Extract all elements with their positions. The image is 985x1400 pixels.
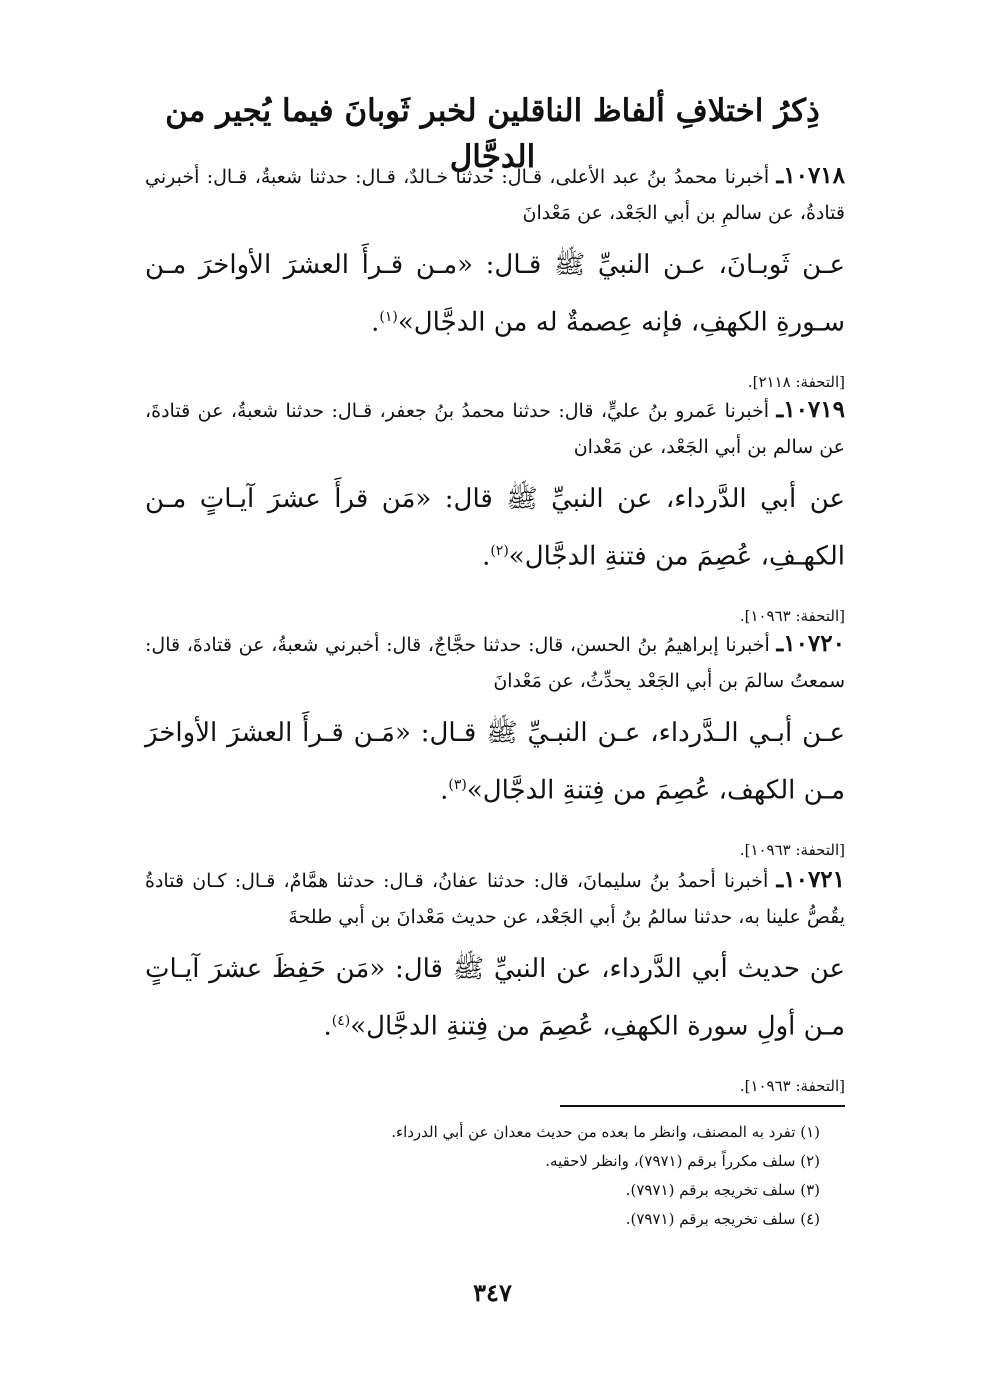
footnote-marker: (٤) bbox=[331, 1013, 351, 1029]
footnote: (٣) سلف تخريجه برقم (٧٩٧١). bbox=[625, 1181, 820, 1199]
footnote-separator bbox=[560, 1105, 845, 1107]
isnad-text: أخبرنا محمدُ بنُ عبد الأعلى، قـال: حدثنا خـالدٌ، قـال: حدثنا شعبةُ، قـال: أخبرني قتادةُ، عن سالمِ بن أبي الجَعْد، عن مَعْدانَ bbox=[145, 166, 845, 224]
hadith-matn: عـن أبـي الـدَّرداء، عـن النبـيِّ ﷺ قـال: «مَـن قـرأَ العشرَ الأواخرَ مـن الكهف، عُصِمَ من فِتنةِ الدجَّال»$^{(٣)}$. bbox=[145, 718, 845, 806]
footnote: (٤) سلف تخريجه برقم (٧٩٧١). bbox=[625, 1210, 820, 1228]
matn-text: عن أبي الدَّرداء، عن النبيِّ ﷺ قال: «مَن قرأَ عشرَ آيـاتٍ مـن الكهـفِ، عُصِمَ من فتنةِ الدجَّال» bbox=[145, 484, 845, 572]
hadith-number: ١٠٧٢١ـ bbox=[776, 866, 846, 893]
hadith-entry bbox=[145, 626, 845, 861]
hadith-isnad bbox=[145, 626, 845, 699]
hadith-matn: عن أبي الدَّرداء، عن النبيِّ ﷺ قال: «مَن قرأَ عشرَ آيـاتٍ مـن الكهـفِ، عُصِمَ من فتنةِ الدجَّال»$^{(٢)}$. bbox=[145, 484, 845, 572]
isnad-text: أخبرنا إبراهيمُ بنُ الحسن، قال: حدثنا حجَّاجٌ، قال: أخبرني شعبةُ، عن قتادةَ، قال: سمعتُ سالمَ بن أبي الجَعْد يحدِّثُ، عن مَعْدانَ bbox=[145, 634, 845, 692]
hadith-isnad bbox=[145, 862, 845, 935]
footnote-marker: (٣) bbox=[448, 777, 467, 793]
tuhfa-reference: [التحفة: ١٠٩٦٣]. bbox=[739, 606, 845, 625]
matn-text: عـن ثَوبـانَ، عـن النبيِّ ﷺ قـال: «مـن قـرأَ العشرَ الأواخرَ مـن سـورةِ الكهفِ، فإنه عِصمةٌ له من الدجَّال» bbox=[145, 250, 845, 338]
tuhfa-reference: [التحفة: ١٠٩٦٣]. bbox=[739, 1076, 845, 1095]
matn-text: عـن أبـي الـدَّرداء، عـن النبـيِّ ﷺ قـال: «مَـن قـرأَ العشرَ الأواخرَ مـن الكهف، عُصِمَ من فِتنةِ الدجَّال» bbox=[145, 718, 845, 806]
page-number: ٣٤٧ bbox=[473, 1278, 512, 1307]
hadith-matn: عـن ثَوبـانَ، عـن النبيِّ ﷺ قـال: «مـن قـرأَ العشرَ الأواخرَ مـن سـورةِ الكهفِ، فإنه عِصمةٌ له من الدجَّال»$^{(١)}$. bbox=[145, 250, 845, 338]
hadith-number: ١٠٧٢٠ـ bbox=[776, 630, 845, 657]
hadith-matn: عن حديث أبي الدَّرداء، عن النبيِّ ﷺ قال: «مَن حَفِظَ عشرَ آيـاتٍ مـن أولِ سورة الكهفِ، عُصِمَ من فِتنةِ الدجَّال»$^{(٤)}$. bbox=[145, 954, 845, 1042]
hadith-entry bbox=[145, 862, 845, 1097]
matn-text: عن حديث أبي الدَّرداء، عن النبيِّ ﷺ قال: «مَن حَفِظَ عشرَ آيـاتٍ مـن أولِ سورة الكهفِ، عُصِمَ من فِتنةِ الدجَّال» bbox=[145, 954, 845, 1042]
hadith-number: ١٠٧١٩ـ bbox=[776, 396, 845, 423]
tuhfa-reference: [التحفة: ٢١١٨]. bbox=[747, 372, 845, 391]
footnote: (١) تفرد به المصنف، وانظر ما بعده من حديث معدان عن أبي الدرداء. bbox=[391, 1123, 820, 1141]
hadith-entry bbox=[145, 158, 845, 393]
hadith-number: ١٠٧١٨ـ bbox=[776, 162, 846, 189]
isnad-text: أخبرنا عَمرو بنُ عليٍّ، قال: حدثنا محمدُ بنُ جعفر، قـال: حدثنا شعبةُ، عن قتادةَ، عن سالم بن أبي الجَعْد، عن مَعْدان bbox=[145, 400, 845, 458]
page-title: ذِكرُ اختلافِ ألفاظ الناقلين لخبر ثَوبانَ فيما يُجير من الدجَّال bbox=[165, 93, 820, 175]
isnad-text: أخبرنا أحمدُ بنُ سليمانَ، قال: حدثنا عفانُ، قـال: حدثنا همَّامٌ، قـال: كـان قتادةُ يقُصُّ علينا به، حدثنا سالمُ بنُ أبي الجَعْد، عن حديث مَعْدانَ بن أبي طلحةَ bbox=[145, 870, 845, 928]
footnotes bbox=[300, 1118, 820, 1234]
footnote-marker: (١) bbox=[379, 309, 398, 325]
tuhfa-reference: [التحفة: ١٠٩٦٣]. bbox=[739, 840, 845, 859]
footnote-marker: (٢) bbox=[490, 543, 509, 559]
footnote: (٢) سلف مكرراً برقم (٧٩٧١)، وانظر لاحقيه. bbox=[545, 1152, 820, 1170]
hadith-entry bbox=[145, 392, 845, 627]
hadith-isnad bbox=[145, 392, 845, 465]
hadith-isnad bbox=[145, 158, 845, 231]
